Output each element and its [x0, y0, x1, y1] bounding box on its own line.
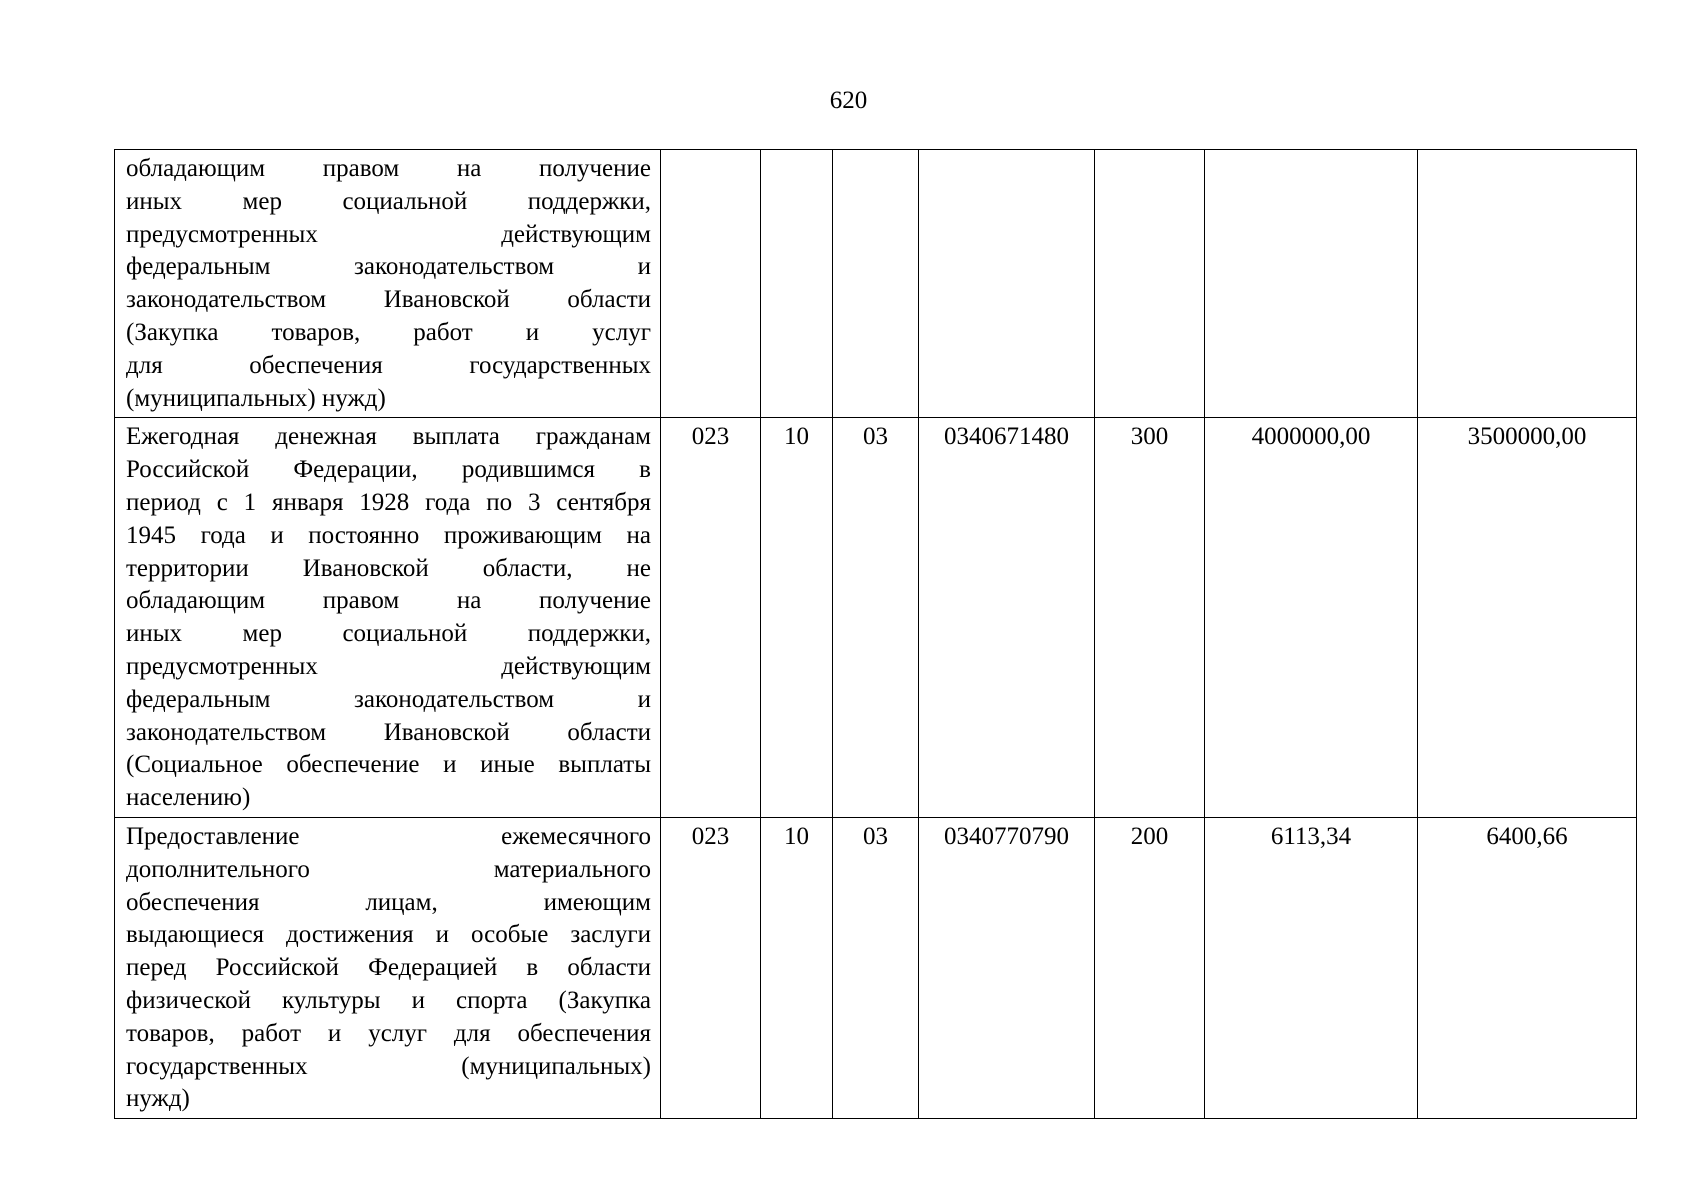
target-article-cell: 0340770790 [919, 817, 1095, 1118]
subsection-code-cell: 03 [833, 418, 919, 818]
description-line: предусмотренных действующим [126, 652, 651, 680]
expense-type-cell: 200 [1095, 817, 1205, 1118]
description-line: (муниципальных) нужд) [126, 384, 386, 412]
amount-year-1-cell: 6113,34 [1205, 817, 1418, 1118]
description-line: (Социальное обеспечение и иные выплаты [126, 751, 651, 779]
description-line: период с 1 января 1928 года по 3 сентября [126, 488, 651, 516]
amount-year-1-cell [1205, 150, 1418, 418]
subsection-code-cell: 03 [833, 817, 919, 1118]
ministry-code-cell: 023 [661, 418, 761, 818]
description-line: федеральным законодательством и [126, 685, 651, 713]
description-line: иных мер социальной поддержки, [126, 187, 651, 215]
description-line: государственных (муниципальных) [126, 1052, 651, 1080]
description-line: законодательством Ивановской области [126, 286, 651, 314]
description-line: обеспечения лицам, имеющим [126, 888, 651, 916]
budget-table [114, 149, 1637, 1119]
amount-year-2-cell: 6400,66 [1418, 817, 1637, 1118]
description-line: Российской Федерации, родившимся в [126, 456, 651, 484]
target-article-cell: 0340671480 [919, 418, 1095, 818]
description-cell [115, 150, 661, 418]
amount-year-2-cell: 3500000,00 [1418, 418, 1637, 818]
description-line: (Закупка товаров, работ и услуг [126, 318, 651, 346]
table-row [115, 150, 1637, 418]
amount-year-2-cell [1418, 150, 1637, 418]
description-line: дополнительного материального [126, 855, 651, 883]
description-cell [115, 418, 661, 818]
description-line: федеральным законодательством и [126, 253, 651, 281]
section-code-cell: 10 [761, 817, 833, 1118]
section-code-cell [761, 150, 833, 418]
description-cell [115, 817, 661, 1118]
description-line: иных мер социальной поддержки, [126, 620, 651, 648]
description-line: товаров, работ и услуг для обеспечения [126, 1019, 651, 1047]
table-row [115, 418, 1637, 818]
subsection-code-cell [833, 150, 919, 418]
table-body [115, 150, 1637, 1119]
expense-type-cell: 300 [1095, 418, 1205, 818]
amount-year-1-cell: 4000000,00 [1205, 418, 1418, 818]
description-line: Предоставление ежемесячного [126, 822, 651, 850]
table-row [115, 817, 1637, 1118]
target-article-cell [919, 150, 1095, 418]
description-line: Ежегодная денежная выплата гражданам [126, 423, 651, 451]
description-line: для обеспечения государственных [126, 351, 651, 379]
page-number: 620 [829, 87, 868, 114]
description-line: выдающиеся достижения и особые заслуги [126, 921, 651, 949]
expense-type-cell [1095, 150, 1205, 418]
description-line: населению) [126, 784, 251, 812]
section-code-cell: 10 [761, 418, 833, 818]
ministry-code-cell: 023 [661, 817, 761, 1118]
description-line: 1945 года и постоянно проживающим на [126, 521, 651, 549]
description-line: обладающим правом на получение [126, 155, 651, 182]
description-line: физической культуры и спорта (Закупка [126, 986, 651, 1014]
description-line: перед Российской Федерацией в области [126, 954, 651, 982]
description-line: законодательством Ивановской области [126, 718, 651, 746]
description-line: нужд) [126, 1085, 190, 1113]
description-line: территории Ивановской области, не [126, 554, 651, 582]
description-line: предусмотренных действующим [126, 220, 651, 248]
ministry-code-cell [661, 150, 761, 418]
description-line: обладающим правом на получение [126, 587, 651, 615]
